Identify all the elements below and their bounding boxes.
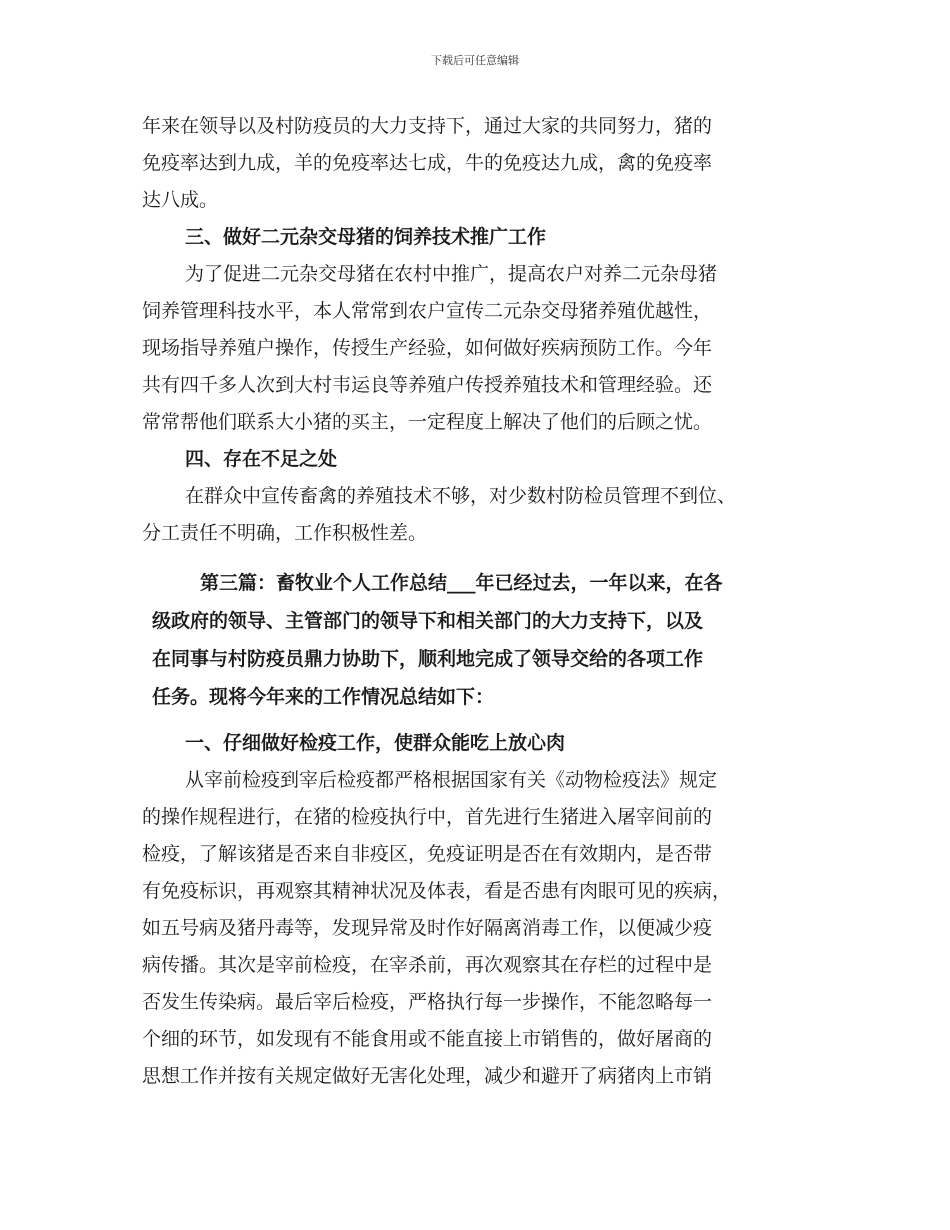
intro-line: 第三篇：畜牧业个人工作总结___年已经过去，一年以来，在各	[200, 572, 723, 594]
text-line: 现场指导养殖户操作，传授生产经验，如何做好疾病预防工作。今年	[142, 337, 713, 359]
section-four	[142, 441, 822, 552]
text-line: 思想工作并按有关规定做好无害化处理，减少和避开了病猪肉上市销	[142, 1065, 713, 1087]
section-three	[142, 219, 822, 441]
text-line: 年来在领导以及村防疫员的大力支持下，通过大家的共同努力，猪的	[142, 115, 713, 137]
text-line: 饲养管理科技水平，本人常常到农户宣传二元杂交母猪养殖优越性，	[142, 300, 713, 322]
text-line: 病传播。其次是宰前检疫，在宰杀前，再次观察其在存栏的过程中是	[142, 954, 713, 976]
text-line: 共有四千多人次到大村韦运良等养殖户传授养殖技术和管理经验。还	[142, 374, 713, 396]
text-line: 的操作规程进行，在猪的检疫执行中，首先进行生猪进入屠宰间前的	[142, 806, 713, 828]
intro-line: 级政府的领导、主管部门的领导下和相关部门的大力支持下，以及	[152, 610, 704, 632]
section-one	[142, 725, 822, 1095]
text-line: 分工责任不明确，工作积极性差。	[142, 522, 428, 544]
page-header: 下载后可任意编辑	[431, 54, 519, 67]
text-line: 常常帮他们联系大小猪的买主，一定程度上解决了他们的后顾之忧。	[142, 411, 713, 433]
text-line: 检疫，了解该猪是否来自非疫区，免疫证明是否在有效期内，是否带	[142, 843, 713, 865]
text-line: 在群众中宣传畜禽的养殖技术不够，对少数村防检员管理不到位、	[185, 485, 737, 507]
text-line: 达八成。	[142, 189, 219, 211]
text-line: 为了促进二元杂交母猪在农村中推广，提高农户对养二元杂母猪	[185, 263, 718, 285]
part-three-intro	[152, 564, 832, 716]
section-heading: 三、做好二元杂交母猪的饲养技术推广工作	[185, 226, 547, 248]
text-line: 如五号病及猪丹毒等，发现异常及时作好隔离消毒工作，以便减少疫	[142, 917, 713, 939]
text-line: 否发生传染病。最后宰后检疫，严格执行每一步操作，不能忽略每一	[142, 991, 713, 1013]
text-line: 个细的环节，如发现有不能食用或不能直接上市销售的，做好屠商的	[142, 1028, 713, 1050]
text-line: 有免疫标识，再观察其精神状况及体表，看是否患有肉眼可见的疾病，	[142, 880, 732, 902]
section-heading: 一、仔细做好检疫工作，使群众能吃上放心肉	[185, 732, 566, 754]
paragraph-continuation	[142, 108, 822, 219]
section-heading: 四、存在不足之处	[185, 448, 338, 470]
intro-line: 在同事与村防疫员鼎力协助下，顺利地完成了领导交给的各项工作	[152, 648, 704, 670]
text-line: 免疫率达到九成，羊的免疫率达七成，牛的免疫达九成，禽的免疫率	[142, 152, 713, 174]
text-line: 从宰前检疫到宰后检疫都严格根据国家有关《动物检疫法》规定	[185, 769, 718, 791]
intro-line: 任务。现将今年来的工作情况总结如下：	[152, 686, 495, 708]
